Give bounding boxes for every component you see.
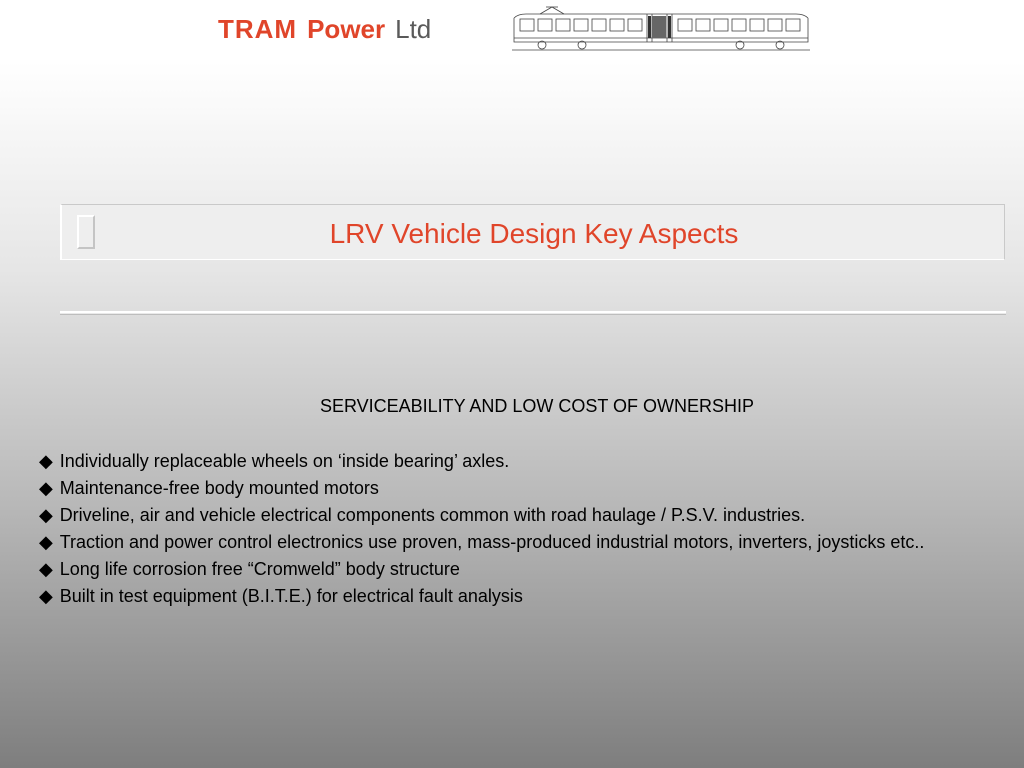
title-divider	[60, 311, 1006, 315]
list-item	[39, 529, 1024, 556]
diamond-bullet-icon: ◆	[39, 451, 53, 471]
logo-word-ltd: Ltd	[395, 14, 432, 44]
list-item	[39, 583, 1024, 610]
logo-wordmark	[218, 4, 431, 54]
list-item-text: Long life corrosion free “Cromweld” body structure	[59, 559, 460, 579]
company-logo	[218, 4, 431, 54]
diamond-bullet-icon: ◆	[39, 478, 53, 498]
slide-title: LRV Vehicle Design Key Aspects	[329, 218, 739, 249]
diamond-bullet-icon: ◆	[39, 505, 53, 525]
diamond-bullet-icon: ◆	[39, 559, 53, 579]
logo-word-tram: TRAM	[218, 14, 298, 44]
list-item-text: Maintenance-free body mounted motors	[59, 478, 379, 498]
section-heading: SERVICEABILITY AND LOW COST OF OWNERSHIP	[319, 396, 755, 416]
list-item	[39, 556, 1024, 583]
list-item	[39, 502, 1024, 529]
diamond-bullet-icon: ◆	[39, 532, 53, 552]
list-item	[39, 448, 1024, 475]
list-item-text: Driveline, air and vehicle electrical components common with road haulage / P.S.V. industries.	[59, 505, 806, 525]
list-item-text: Built in test equipment (B.I.T.E.) for electrical fault analysis	[59, 586, 523, 606]
title-bar	[60, 204, 1005, 260]
diamond-bullet-icon: ◆	[39, 586, 53, 606]
list-item-text: Individually replaceable wheels on ‘inside bearing’ axles.	[59, 451, 510, 471]
list-item-text: Traction and power control electronics use proven, mass-produced industrial motors, inverters, joysticks etc..	[59, 532, 925, 552]
bullet-list	[39, 448, 1024, 610]
tram-drawing-icon	[512, 4, 810, 52]
logo-word-power: Power	[307, 14, 386, 44]
list-item	[39, 475, 1024, 502]
